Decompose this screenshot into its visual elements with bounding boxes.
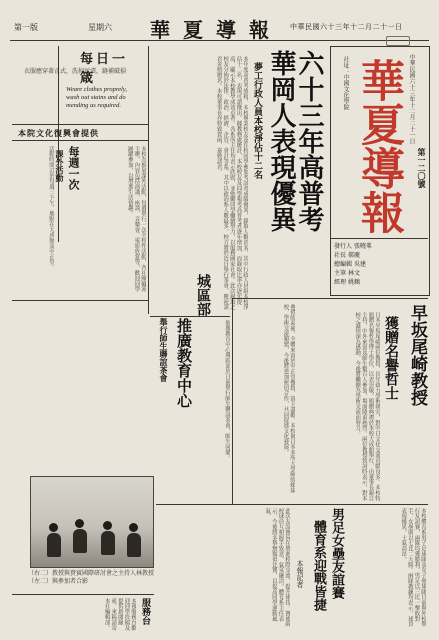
lead-subhead: 夢工行政人員本校淨佔十二名: [252, 62, 262, 179]
section-rule: [12, 300, 148, 301]
sports-byline: 本報記者: [296, 560, 304, 588]
left-article-body: 本校為推展課外活動，每週舉行一次全校性活動，各社團輪流主辦，內容包括演講、座談、音樂會、電影欣賞等，歡迎同學踴躍參加，以增進生活情趣。: [126, 146, 146, 292]
left-article-body-2: 活動時間訂於每週三下午，地點在大成館及中正堂。: [48, 146, 54, 271]
person-head-icon: [103, 521, 112, 530]
person-body-icon: [47, 533, 61, 557]
center-article-body: 推廣教育中心城區部於日前舉行師生聯誼茶會，師生同樂。: [224, 320, 230, 461]
photo-caption: （右二）教授與貴賓國際研討會之主持人林教授（左二）與參加者合影: [28, 570, 155, 585]
sports-headline-2: 體育系迎戰皆捷: [311, 520, 326, 611]
column-rule: [148, 46, 149, 314]
page-label: 第一版: [14, 23, 38, 32]
header-date: 中華民國六十三年十二月二十一日: [290, 23, 403, 31]
section-rule: [12, 140, 148, 141]
activity-title: 每週一次: [67, 146, 80, 190]
center-subhead: 舉行師生聯誼茶會: [159, 318, 169, 382]
sports-article-body: 本校體育系男子足球隊及女子壘球隊日前與外校舉行友誼賽，兩隊均獲勝利。男足以三比一擊敗對手，女壘則以七比二大勝。兩隊教練均表示，球員表現優異，士氣高昂。: [400, 508, 426, 627]
staff-name: 吳建: [353, 261, 366, 268]
lead-headline-2: 華岡人表現優異: [266, 50, 296, 232]
activity-subtitle: 課外活動: [55, 150, 65, 182]
motto-en: [66, 86, 146, 110]
person-body-icon: [101, 531, 115, 555]
staff-name: 張曉峯: [353, 243, 372, 250]
motto-cn: 衣服應穿著正式，洗掉污漬，縫補破損: [24, 68, 127, 75]
motto-line: wash out stains and do: [66, 94, 126, 101]
section-rule: [12, 124, 148, 125]
weekday: 星期六: [88, 23, 112, 32]
center-headline-2: 城區部: [195, 274, 211, 316]
section-rule: [12, 594, 154, 595]
event-photo: [30, 476, 154, 568]
motto-line: Weare clothes proprely,: [66, 86, 127, 93]
right-article-body-2: 典禮結束後，全體來賓於中正堂餐敘，賓主盡歡。本校與日本多所大學締結姊妹校，學術交流頻繁，今後將更加密切合作，共同促進文化發展。: [282, 304, 295, 493]
staff-role: 經理: [334, 279, 347, 286]
center-headline-1: 推廣教育中心: [175, 318, 193, 408]
person-head-icon: [129, 523, 138, 532]
section-rule: [150, 316, 230, 317]
motto-line: mending as required.: [66, 102, 121, 109]
staff-role: 社長: [334, 252, 347, 259]
masthead-staff-rule: [330, 238, 428, 239]
right-subhead: 獲贈名譽哲士: [383, 316, 399, 400]
staff-name: 姚鶴: [347, 279, 360, 286]
right-headline: 早坂尾崎教授: [407, 304, 427, 406]
masthead-issue: 第一二〇號: [417, 148, 427, 188]
person-head-icon: [49, 523, 58, 532]
sports-article-body-2: 此次友誼賽旨在增進校際交流，提升球技。賽後兩校球員互相握手致意，氣氛融洽。體育系主任表示，今後將多舉辦類似比賽，以提高同學運動風氣。: [264, 508, 290, 627]
service-desk-title: 服務台: [140, 598, 150, 625]
staff-name: 林文: [347, 270, 360, 277]
motto-title: 每日一箴: [80, 52, 129, 86]
lead-article-body: 本年度高普考放榜，本校畢業校友及在校同學參加考試者成績優異，錄取人數甚多，其中行政人員組本校淨佔十二名，表現可謂傑出。據教務處統計，本校校友及同學報考高普考者逐年增加，而錄取比率亦逐年提高，顯示本校教學成效卓著。各系所主任均表示欣慰，並勉勵同學繼續努力，以服務國家社會。此次錄取之校友分佈於法律、政治、經濟、企管、會計等系，其中以政治系人數最多。校方將於近日舉行茶會，慶祝諸君金榜題名。本校董事長亦特致賀函，嘉勉諸君。: [215, 56, 248, 310]
staff-role: 主筆: [334, 270, 347, 277]
section-rule: [156, 504, 428, 505]
staff-role: 發行人: [334, 243, 353, 250]
right-article-body: 日本早坂尾崎兩位教授，長年致力學術研究，對中日文化交流貢獻良多。本校特頒贈名譽哲學博士學位，以表崇敬。頒贈典禮於本校大成館舉行，由董事長親自主持，中外來賓及師生數百人參加，場面隆重熱烈。兩位教授致詞時表示，對本校之盛情深為感動，今後將繼續為學術交流而努力。: [354, 312, 380, 501]
masthead-date-note: 中華民國六十三年十二月二十一日: [408, 54, 415, 144]
lead-headline-1: 六十三年高普考: [294, 50, 324, 232]
staff-name: 郝慶: [347, 252, 360, 259]
masthead-publisher: 社址：中國文化學院: [342, 56, 349, 110]
seal-stamp: [386, 36, 410, 46]
service-desk-body: 本報服務台歡迎同學投稿及提供新聞線索，來稿請寄本社編輯部。: [103, 598, 136, 631]
masthead-title: 華夏導報: [353, 58, 404, 234]
person-body-icon: [127, 533, 141, 557]
section-rule: [232, 298, 428, 299]
sports-headline-1: 男足女壘友誼賽: [329, 508, 344, 599]
staff-role: 總編輯: [334, 261, 353, 268]
person-body-icon: [73, 529, 87, 553]
person-head-icon: [75, 519, 84, 528]
header-paper-name: 華夏導報: [150, 18, 282, 42]
column-rule: [232, 298, 233, 504]
notice-title: 本院文化復興會提供: [18, 128, 99, 138]
